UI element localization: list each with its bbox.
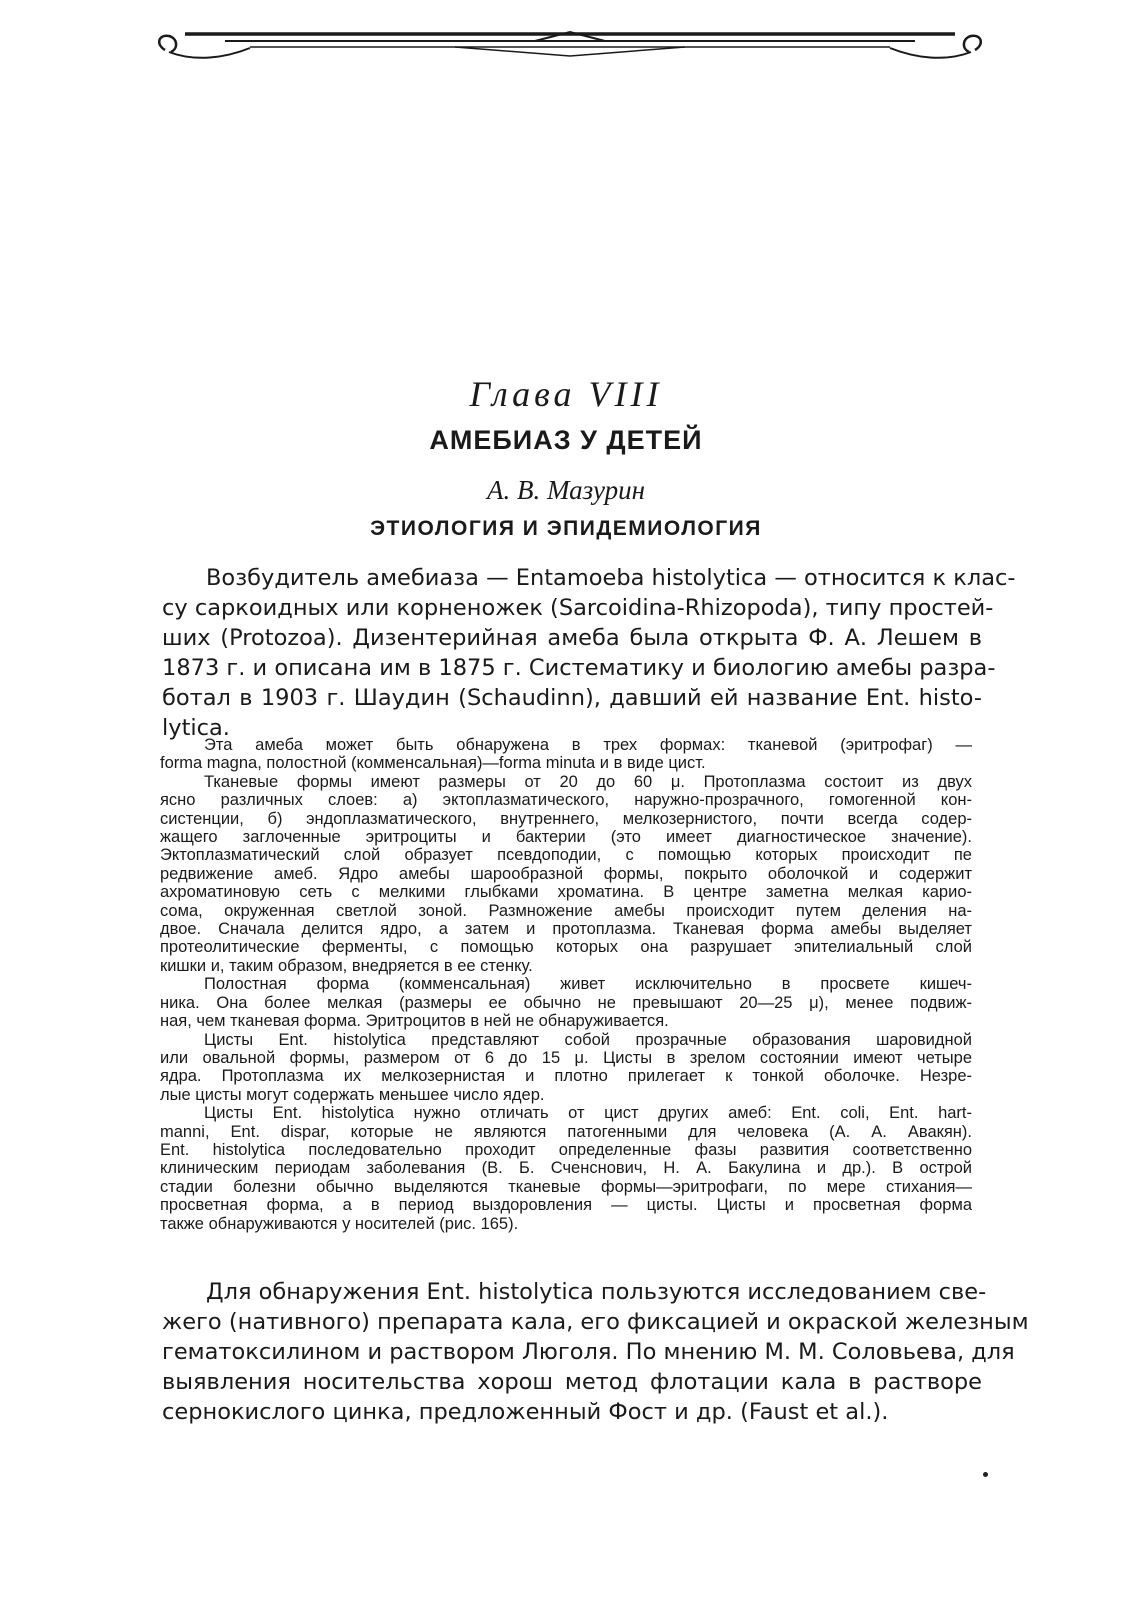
chapter-title: АМЕБИАЗ У ДЕТЕЙ [429,425,703,455]
small-paragraph [160,975,972,1030]
paragraph-line: Тканевые формы имеют размеры от 20 до 60 μ. Протоплазма состоит из двух [204,772,972,791]
paragraph-line: редвижение амеб. Ядро амебы шарообразной формы, покрыто оболочкой и содержит [160,864,972,883]
small-paragraph [160,773,972,975]
paragraph-line: 1873 г. и описана им в 1875 г. Систематику и биологию амебы разра- [162,655,996,681]
paragraph-line: просветная форма, а в период выздоровления — цисты. Цисты и просветная форма [160,1196,972,1215]
paragraph-line: Возбудитель амебиаза — Entamoeba histolytica — относится к клас- [206,565,1016,591]
paragraph-line: lytica. [162,715,230,741]
small-paragraph [160,1104,972,1233]
paragraph-line: ная, чем тканевая форма. Эритроцитов в ней не обнаруживается. [160,1012,669,1031]
paragraph-line: кишки и, таким образом, внедряется в ее стенку. [160,956,533,975]
paragraph-line: Эта амеба может быть обнаружена в трех формах: тканевой (эритрофаг) — [204,736,972,754]
paragraph-line: жего (нативного) препарата кала, его фиксацией и окраской железным [162,1309,1029,1335]
paragraph-line: Цисты Ent. histolytica нужно отличать от цист других амеб: Ent. coli, Ent. hart- [204,1104,972,1123]
paragraph-line: Ent. histolytica последовательно проходит определенные фазы развития соответственно [160,1140,972,1159]
paragraph-line: сома, окруженная светлой зоной. Размножение амебы происходит путем деления на- [160,901,972,920]
paragraph-line: manni, Ent. dispar, которые не являются патогенными для человека (А. А. Авакян). [160,1122,972,1141]
paragraph-line: стадии болезни обычно выделяются тканевые формы—эритрофаги, по мере стихания— [160,1177,972,1196]
paragraph-line: двое. Сначала делится ядро, а затем и протоплазма. Тканевая форма амебы выделяет [160,920,972,939]
paragraph-line: протеолитические ферменты, с помощью которых она разрушает эпителиальный слой [160,938,972,957]
paragraph-line: клиническим периодам заболевания (В. Б. Сченснович, Н. А. Бакулина и др.). В острой [160,1159,972,1178]
paragraph-line: Цисты Ent. histolytica представляют собой прозрачные образования шаровидной [204,1030,972,1049]
small-paragraph [160,1031,972,1105]
page-mark [983,1472,988,1477]
intro-paragraph [162,563,1016,743]
paragraph-line: ника. Она более мелкая (размеры ее обычно не превышают 20—25 μ), менее подвиж- [160,993,972,1012]
paragraph-line: ших (Protozoa). Дизентерийная амеба была открыта Ф. А. Лешем в [162,625,982,651]
decorative-header-ornament [155,22,985,82]
paragraph-line: ботал в 1903 г. Шаудин (Schaudinn), давший ей название Ent. histo- [162,685,982,711]
paragraph-line: или овальной формы, размером от 6 до 15 μ. Цисты в зрелом состоянии имеют четыре [160,1048,972,1067]
closing-paragraph [162,1277,1029,1427]
paragraph-line: жащего заглоченные эритроциты и бактерии (это имеет диагностическое значение). [160,828,972,847]
chapter-label: Глава VIII [469,374,663,414]
small-paragraph [160,736,972,773]
paragraph-line: су саркоидных или корненожек (Sarcoidina-Rhizopoda), типу простей- [162,595,994,621]
paragraph-line: ахроматиновую сеть с мелкими глыбками хроматина. В центре заметна мелкая карио- [160,883,972,902]
paragraph-line: Эктоплазматический слой образует псевдоподии, с помощью которых происходит пе [160,846,972,865]
paragraph-line: Для обнаружения Ent. histolytica пользуются исследованием све- [206,1279,987,1305]
paragraph-line: Полостная форма (комменсальная) живет исключительно в просвете кишеч- [204,975,972,994]
paragraph-line: ядра. Протоплазма их мелкозернистая и плотно прилегает к тонкой оболочке. Незре- [160,1067,972,1086]
paragraph-line: лые цисты могут содержать меньшее число ядер. [160,1085,545,1104]
paragraph-line: систенции, б) эндоплазматического, внутреннего, мелкозернистого, почти всегда содер- [160,809,972,828]
small-print-section [160,736,972,1233]
paragraph-line: выявления носительства хорош метод флотации кала в растворе [162,1369,982,1395]
chapter-author: А. В. Мазурин [487,475,645,505]
paragraph-line: forma magna, полостной (комменсальная)—forma minuta и в виде цист. [160,754,706,773]
paragraph-line: также обнаруживаются у носителей (рис. 165). [160,1214,519,1233]
paragraph-line: ясно различных слоев: а) эктоплазматического, наружно-прозрачного, гомогенной кон- [160,791,972,810]
paragraph-line: сернокислого цинка, предложенный Фост и др. (Faust et al.). [162,1399,889,1425]
paragraph-line: гематоксилином и раствором Люголя. По мнению М. М. Соловьева, для [162,1339,1015,1365]
section-heading: ЭТИОЛОГИЯ И ЭПИДЕМИОЛОГИЯ [370,517,762,540]
